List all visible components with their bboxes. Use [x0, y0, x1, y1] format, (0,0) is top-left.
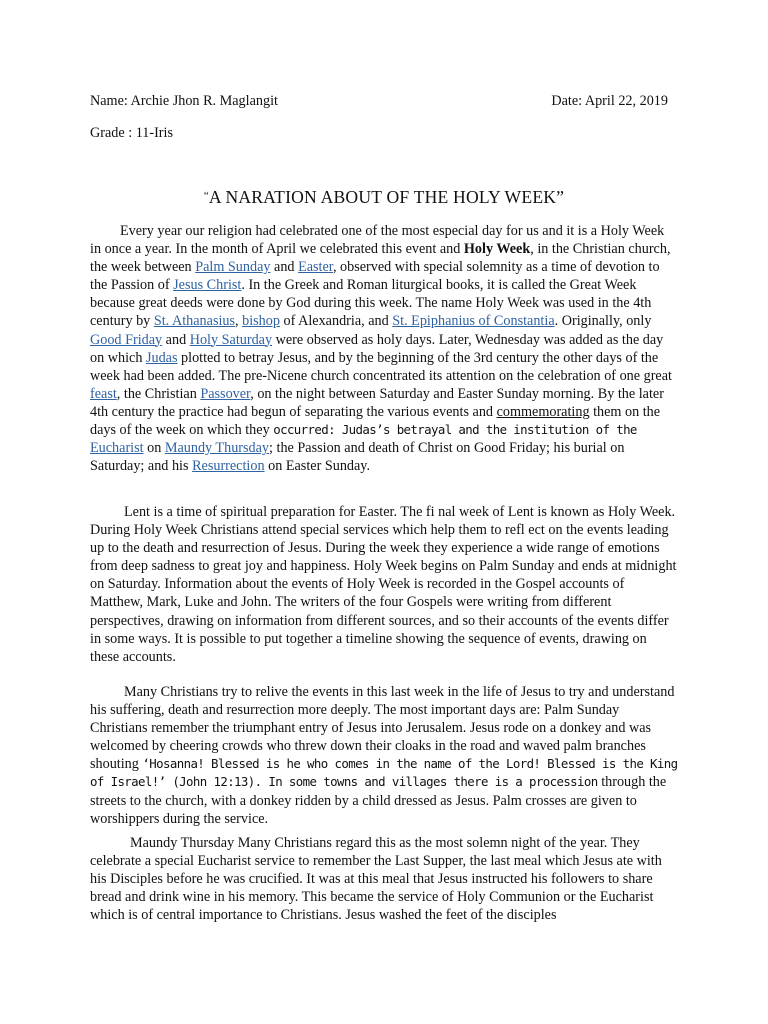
title-text: A NARATION ABOUT OF THE HOLY WEEK” [208, 187, 565, 207]
link-feast[interactable]: feast [90, 385, 117, 402]
p1-text: and [162, 331, 190, 348]
p2-text: Lent is a time of spiritual preparation for Easter. The fi nal week of Lent is known as Holy Week. During Holy Week Christians attend special services which help them to refl ect on the events leading up to the death and resurrection of Jesus. During the week they experience a wide range of emotions from deep sadness to great joy and happiness. Holy Week begins on Palm Sunday and ends at midnight on Saturday. Information about the events of Holy Week is recorded in the Gospel accounts of Matthew, Mark, Luke and John. The writers of the four Gospels were writing from different perspectives, drawing on information from different sources, and so their accounts of the events differ in some ways. It is possible to put together a timeline showing the sequence of events, drawing on these accounts. [90, 504, 677, 665]
p1-text: . In the Greek and Roman liturgical books, it is called the Great Week because great deeds were done by God during this week. The name Holy Week was used in the 4th century by [90, 277, 652, 330]
p3-mono-quote: ‘Hosanna! Blessed is he who comes in the name of the Lord! Blessed is the King of Israel!’ (John 12:13). In some towns and villages there is a procession [90, 756, 678, 790]
link-passover[interactable]: Passover [200, 385, 251, 402]
p1-text: were observed as holy days. Later, Wednesday was added as the day on which [90, 331, 664, 366]
p1-text: plotted to betray Jesus, and by the beginning of the 3rd century the other days of the week had been added. The pre-Nicene church concentrated its attention on the celebration of one great [90, 349, 672, 384]
student-name: Name: Archie Jhon R. Maglangit [90, 93, 278, 109]
p3-text: through the streets to the church, with a donkey ridden by a child dressed as Jesus. Palm crosses are given to worshippers during the service. [90, 774, 667, 827]
p1-text: them on the days of the week on which they [90, 403, 661, 439]
p1-bold-holy-week: Holy Week [463, 241, 531, 258]
p1-underline-commemorating: commemorating [496, 403, 590, 420]
p1-text: on Easter Sunday. [264, 458, 371, 475]
document-title [0, 187, 768, 208]
link-st-epiphanius[interactable]: St. Epiphanius of Constantia [392, 313, 555, 330]
link-judas[interactable]: Judas [145, 349, 178, 366]
p3-text: Many Christians try to relive the events in this last week in the life of Jesus to try and understand his suffering, death and resurrection more deeply. The most important days are: Palm Sunday Christians remember the triumphant entry of Jesus into Jerusalem. Jesus rode on a donkey and was welcomed by cheering crowds who threw down their cloaks in the road and waved palm branches shouting [90, 684, 675, 773]
paragraph-2 [90, 503, 678, 666]
link-palm-sunday[interactable]: Palm Sunday [195, 259, 271, 276]
link-st-athanasius[interactable]: St. Athanasius [153, 313, 236, 330]
link-bishop[interactable]: bishop [242, 313, 280, 330]
p1-text: ; the Passion and death of Christ on Good Friday; his burial on Saturday; and his [90, 440, 625, 475]
link-holy-saturday[interactable]: Holy Saturday [189, 331, 273, 348]
p1-text: . Originally, only [554, 313, 652, 330]
header-row [90, 93, 668, 110]
student-grade: Grade : 11-Iris [90, 125, 173, 141]
paragraph-1 [90, 222, 678, 475]
p1-text: of Alexandria, and [279, 313, 393, 330]
p1-text: , the Christian [116, 385, 201, 402]
p1-text: , [235, 313, 243, 330]
p1-text: , in the Christian church, the week between [90, 241, 671, 276]
p1-text: Every year our religion had celebrated one of the most especial day for us and it is a Holy Week in once a year. In the month of April we celebrated this event and [90, 223, 665, 258]
link-eucharist[interactable]: Eucharist [90, 440, 144, 457]
p4-text: Maundy Thursday Many Christians regard this as the most solemn night of the year. They celebrate a special Eucharist service to remember the Last Supper, the last meal which Jesus ate with his Disciples before he was crucified. It was at this meal that Jesus instructed his followers to share bread and drink wine in his memory. This became the service of Holy Communion or the Eucharist which is of central importance to Christians. Jesus washed the feet of the disciples [90, 835, 662, 924]
document-date: Date: April 22, 2019 [551, 93, 668, 109]
link-resurrection[interactable]: Resurrection [192, 458, 265, 475]
link-easter[interactable]: Easter [298, 259, 333, 276]
link-good-friday[interactable]: Good Friday [90, 331, 163, 348]
title-open-quote: “ [203, 190, 209, 202]
paragraph-4 [90, 834, 678, 924]
p1-text: , on the night between Saturday and Easter Sunday morning. By the later 4th century the practice had begun of separating the various events and [90, 385, 664, 420]
link-maundy-thursday[interactable]: Maundy Thursday [164, 440, 270, 457]
p1-mono-text: occurred: Judas’s betrayal and the institution of the [273, 422, 637, 438]
link-jesus-christ[interactable]: Jesus Christ [173, 277, 242, 294]
p1-text: , observed with special solemnity as a time of devotion to the Passion of [90, 259, 660, 294]
p1-text: on [143, 440, 165, 457]
paragraph-3 [90, 683, 678, 828]
p1-text: and [270, 259, 299, 276]
